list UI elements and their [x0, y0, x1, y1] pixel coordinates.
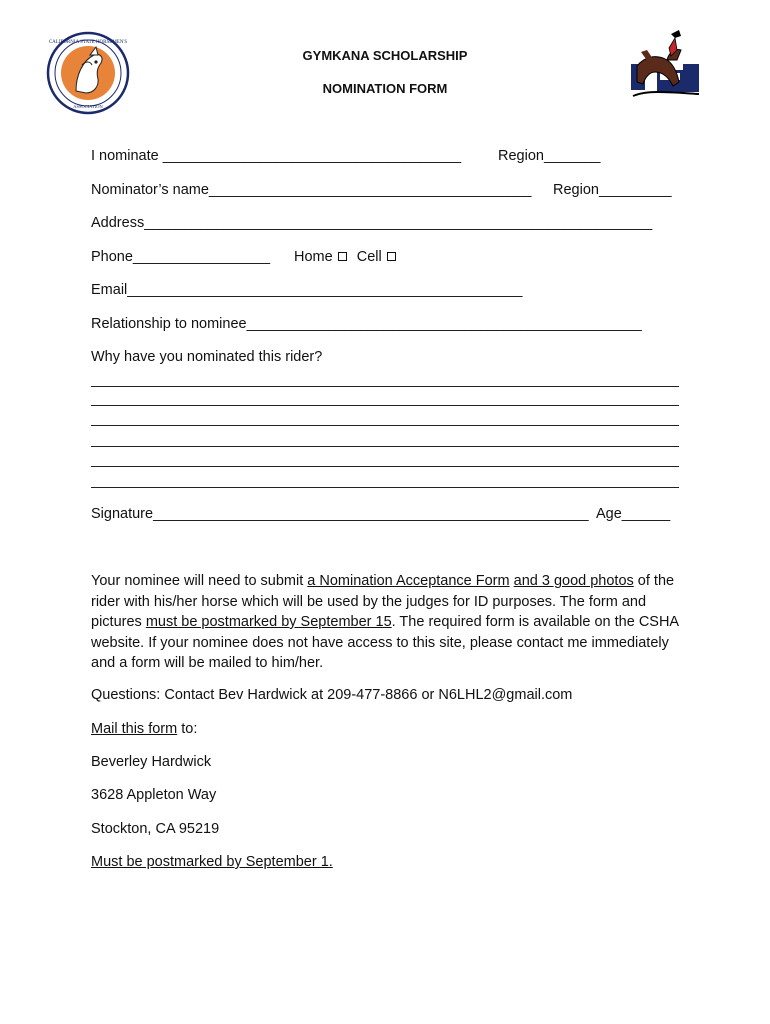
- mail-instruction: [91, 721, 197, 737]
- form-title: GYMKANA SCHOLARSHIP: [302, 48, 468, 63]
- home-checkbox[interactable]: [338, 252, 347, 261]
- answer-line[interactable]: [91, 405, 679, 406]
- cell-label: Cell: [356, 249, 382, 265]
- cell-checkbox[interactable]: [387, 252, 396, 261]
- postmark-deadline-text: must be postmarked by September 15: [145, 614, 392, 630]
- answer-line[interactable]: [91, 466, 679, 467]
- home-label: Home: [294, 249, 333, 265]
- form-subtitle: NOMINATION FORM: [322, 81, 448, 96]
- paragraph-text: . The required form is available on the CSHA website. If your nominee does not have access to this site, please contact me immediately and a form will be mailed to him/her.: [91, 614, 679, 671]
- mail-form-text: Mail this form: [91, 721, 178, 737]
- answer-line[interactable]: [91, 487, 679, 488]
- svg-text:CALIFORNIA STATE HORSEMEN'S: CALIFORNIA STATE HORSEMEN'S: [48, 40, 128, 45]
- questions-contact: Questions: Contact Bev Hardwick at 209-477-8866 or N6LHL2@gmail.com: [91, 687, 573, 703]
- age-field[interactable]: Age______: [596, 506, 671, 522]
- mail-name: Beverley Hardwick: [91, 754, 212, 770]
- nominator-name-field[interactable]: Nominator’s name________________________________________: [91, 182, 532, 198]
- nominate-field[interactable]: I nominate _____________________________________: [91, 148, 462, 164]
- photos-text: and 3 good photos: [513, 573, 634, 589]
- email-field[interactable]: Email_________________________________________________: [91, 282, 523, 298]
- region-field-1[interactable]: Region_______: [498, 148, 601, 164]
- phone-field[interactable]: Phone_________________: [91, 249, 271, 265]
- csha-seal-logo: [46, 31, 130, 115]
- svg-text:ASSOCIATION: ASSOCIATION: [73, 104, 103, 109]
- phone-type-options: [294, 249, 398, 265]
- why-nominated-label: Why have you nominated this rider?: [91, 349, 323, 365]
- answer-line[interactable]: [91, 425, 679, 426]
- answer-line[interactable]: [91, 386, 679, 387]
- instructions-paragraph: [91, 571, 691, 674]
- answer-line[interactable]: [91, 446, 679, 447]
- signature-field[interactable]: Signature______________________________________________________: [91, 506, 589, 522]
- mail-suffix: to:: [177, 721, 198, 737]
- paragraph-text: Your nominee will need to submit: [91, 573, 308, 589]
- region-field-2[interactable]: Region_________: [553, 182, 672, 198]
- address-field[interactable]: Address_______________________________________________________________: [91, 215, 653, 231]
- paragraph-text: of the rider with his/her horse which will be used by the judges for ID purposes. The form and pictures: [91, 573, 675, 630]
- mail-city: Stockton, CA 95219: [91, 821, 220, 837]
- final-deadline: Must be postmarked by September 1.: [91, 854, 333, 870]
- acceptance-form-text: a Nomination Acceptance Form: [307, 573, 510, 589]
- mail-street: 3628 Appleton Way: [91, 787, 217, 803]
- relationship-field[interactable]: Relationship to nominee_________________________________________________: [91, 316, 642, 332]
